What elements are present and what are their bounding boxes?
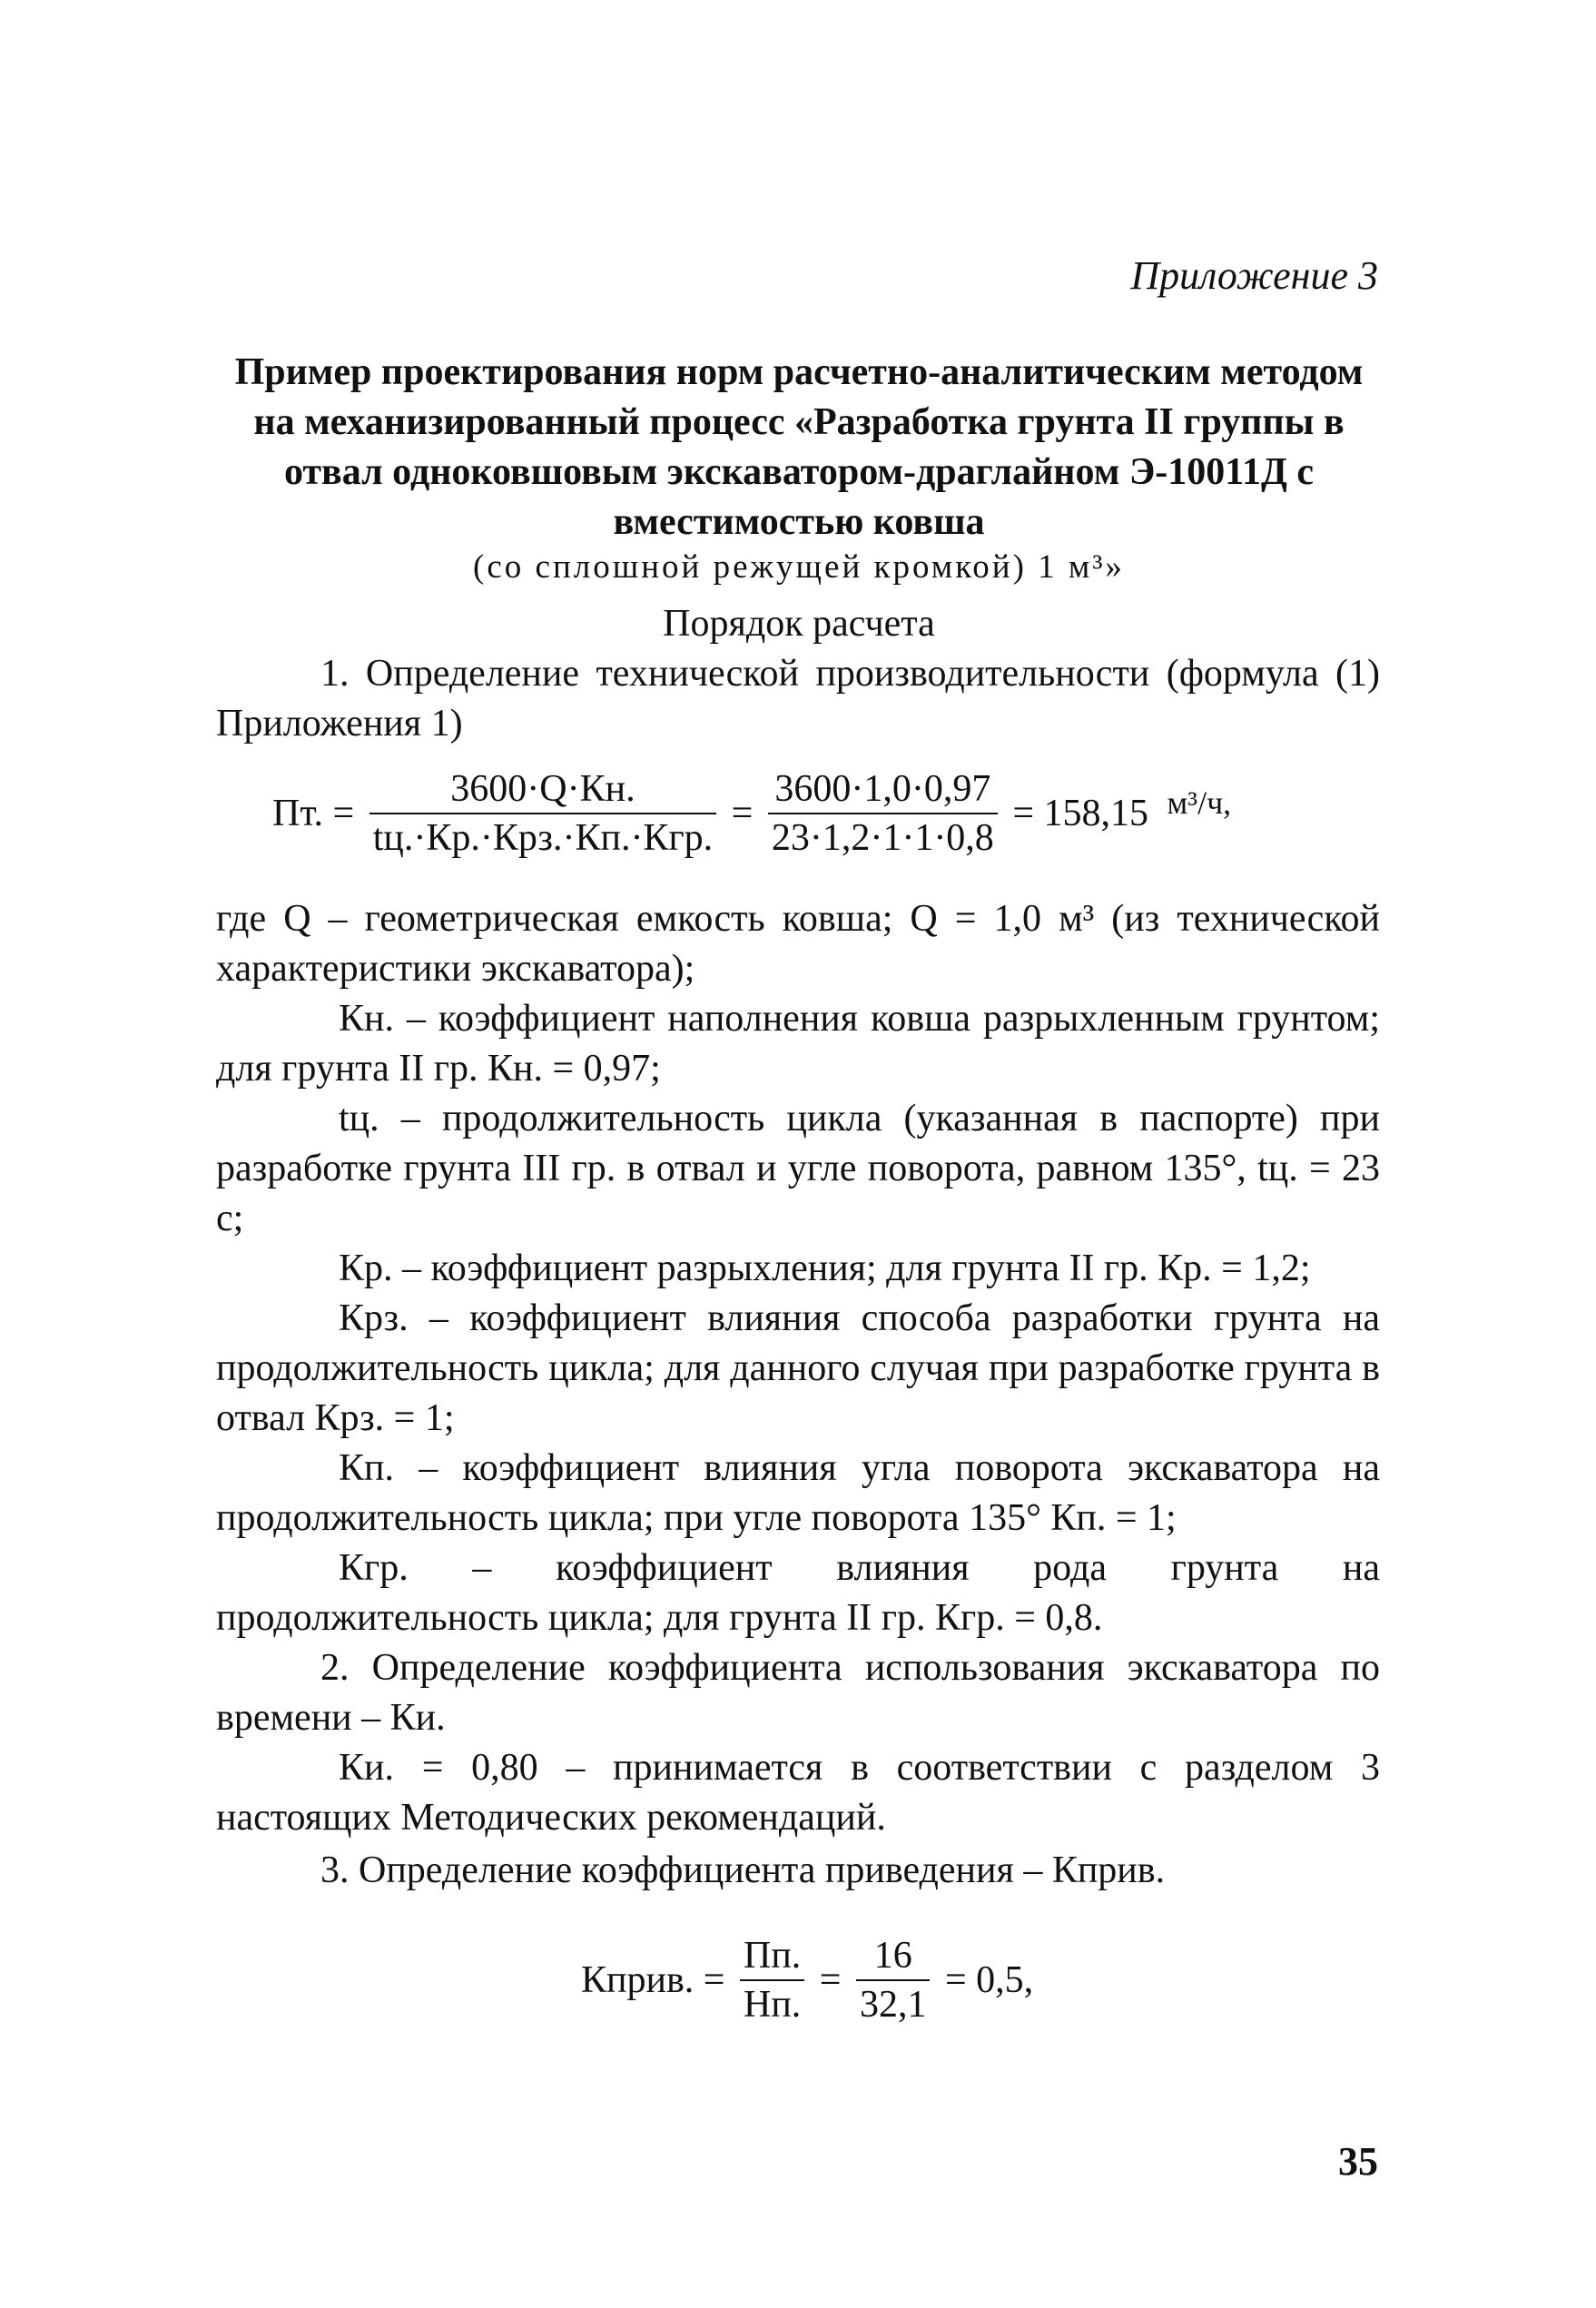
definition-kgr: Кгр. – коэффициент влияния рода грунта на продолжительность цикла; для грунта II гр. Кгр. = 0,8. bbox=[216, 1547, 1380, 1639]
section-heading: Порядок расчета bbox=[663, 603, 935, 645]
formula2-denominator-numeric: 32,1 bbox=[859, 1984, 927, 2026]
formula-result: = 158,15 bbox=[1012, 793, 1148, 834]
document-title: Пример проектирования норм расчетно-аналитическим методом на механизированный процесс «Разработка грунта II группы в отвал одноковшовым экскаватором-драглайном Э-10011Д с вместимостью ковша bbox=[234, 351, 1364, 543]
formula2-fraction-numeric bbox=[856, 1934, 931, 2027]
formula-denominator-symbolic: tц.·Кр.·Крз.·Кп.·Кгр. bbox=[372, 817, 714, 859]
formula2-equals: = bbox=[819, 1959, 842, 2001]
formula2-denominator-symbolic: Нп. bbox=[743, 1984, 802, 2026]
step-3-text: 3. Определение коэффициента приведения – Кприв. bbox=[320, 1849, 1166, 1891]
definition-q: где Q – геометрическая емкость ковша; Q = 1,0 м³ (из технической характеристики экскаватора); bbox=[216, 898, 1380, 990]
page-number: 35 bbox=[1338, 2139, 1378, 2184]
productivity-formula bbox=[272, 767, 1231, 860]
coefficient-formula bbox=[581, 1934, 1033, 2027]
formula-equals: = bbox=[731, 793, 754, 834]
definition-tc: tц. – продолжительность цикла (указанная в паспорте) при разработке грунта III гр. в отвал и угле поворота, равном 135°, tц. = 23 с; bbox=[216, 1098, 1380, 1239]
formula2-numerator-numeric: 16 bbox=[856, 1934, 931, 1981]
formula-denominator-numeric: 23·1,2·1·1·0,8 bbox=[771, 817, 994, 859]
formula-fraction-symbolic bbox=[369, 767, 716, 860]
step-2-text: 2. Определение коэффициента использования экскаватора по времени – Ки. bbox=[216, 1647, 1380, 1739]
formula-lhs: Пт. = bbox=[272, 793, 355, 834]
ki-text: Ки. = 0,80 – принимается в соответствии с разделом 3 настоящих Методических рекомендаций. bbox=[216, 1747, 1380, 1839]
formula-numerator-numeric: 3600·1,0·0,97 bbox=[768, 767, 998, 814]
appendix-label: Приложение 3 bbox=[1130, 253, 1378, 298]
formula-unit: м³/ч, bbox=[1167, 784, 1232, 821]
formula-numerator-symbolic: 3600·Q·Кн. bbox=[369, 767, 716, 814]
formula2-numerator-symbolic: Пп. bbox=[740, 1934, 804, 1981]
definition-kn: Кн. – коэффициент наполнения ковша разрыхленным грунтом; для грунта II гр. Кн. = 0,97; bbox=[216, 998, 1380, 1090]
formula2-lhs: Кприв. = bbox=[581, 1959, 725, 2001]
definition-kp: Кп. – коэффициент влияния угла поворота экскаватора на продолжительность цикла; при угле поворота 135° Кп. = 1; bbox=[216, 1447, 1380, 1539]
document-subtitle: (со сплошной режущей кромкой) 1 м³» bbox=[473, 548, 1125, 586]
definition-krz: Крз. – коэффициент влияния способа разработки грунта на продолжительность цикла; для данного случая при разработке грунта в отвал Крз. = 1; bbox=[216, 1297, 1380, 1439]
formula-fraction-numeric bbox=[768, 767, 998, 860]
formula2-fraction-symbolic bbox=[740, 1934, 804, 2027]
formula2-result: = 0,5, bbox=[944, 1959, 1034, 2001]
definition-kr: Кр. – коэффициент разрыхления; для грунта II гр. Кр. = 1,2; bbox=[339, 1248, 1311, 1289]
step-1-text: 1. Определение технической производительности (формула (1) Приложения 1) bbox=[216, 653, 1380, 745]
